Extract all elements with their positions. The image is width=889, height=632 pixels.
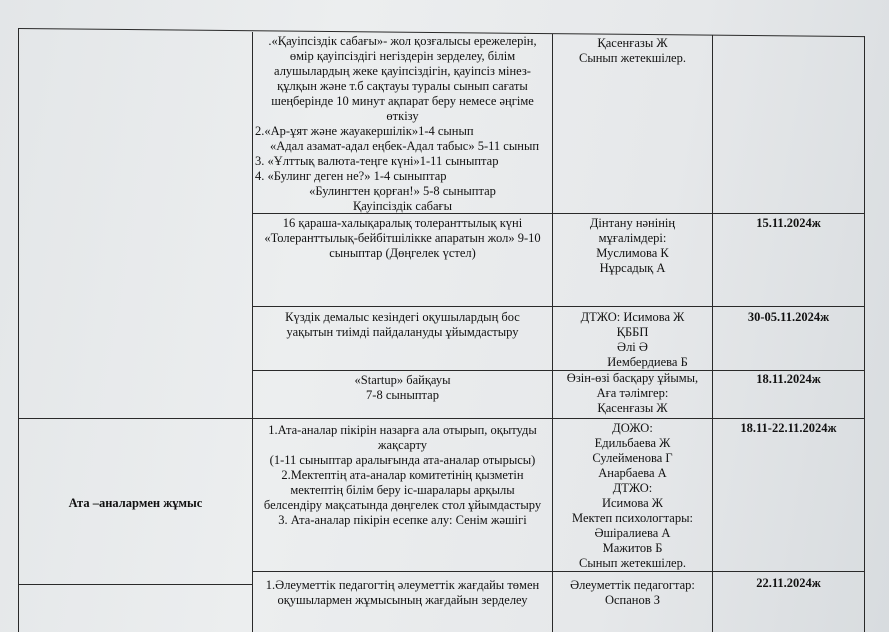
- responsible-line: Едильбаева Ж: [594, 436, 671, 450]
- row-divider-2: [252, 306, 865, 307]
- activity-line: алушылардың жеке қауіпсіздігін, қауіпсіз мінез-: [274, 64, 531, 78]
- responsible-line: ДТЖО:: [612, 481, 653, 495]
- activity-line: 3. «Ұлттық валюта-теңге күні»1-11 сыныптар: [255, 154, 499, 168]
- responsible-line: Исимова Ж: [601, 496, 664, 510]
- responsible-line: Сынып жетекшілер.: [578, 556, 686, 570]
- responsible-line: Оспанов З: [604, 593, 661, 607]
- activity-line: 1.Әлеуметтік педагогтің әлеуметтік жағдайы төмен: [265, 578, 540, 592]
- row-divider-1: [252, 213, 865, 214]
- row-divider-4: [18, 418, 865, 419]
- responsible-line: Қасенғазы Ж: [597, 401, 668, 415]
- activity-line: 7-8 сыныптар: [366, 388, 439, 402]
- responsible-cell-startup: [553, 371, 712, 417]
- activity-cell-parents: [253, 423, 552, 569]
- column-divider-3: [712, 35, 713, 632]
- responsible-line: Аға тәлімгер:: [596, 386, 669, 400]
- responsible-line: Мажитов Б: [602, 541, 663, 555]
- activity-line: Қауіпсіздік сабағы: [352, 199, 453, 213]
- activity-line: сыныптар (Дөңгелек үстел): [329, 246, 476, 260]
- activity-cell-safety: [253, 34, 552, 213]
- date-cell-startup: 18.11.2024ж: [756, 372, 821, 386]
- responsible-line: Анарбаева А: [598, 466, 667, 480]
- responsible-line: ДОЖО:: [612, 421, 653, 435]
- date-cell-social: 22.11.2024ж: [756, 576, 821, 590]
- date-cell-safety: [713, 38, 864, 58]
- activity-line: 2.Мектептің ата-аналар комитетінің қызметін: [281, 468, 524, 482]
- table-border-left: [18, 28, 19, 632]
- responsible-line: Муслимова К: [596, 246, 669, 260]
- responsible-line: Өзін-өзі басқару ұйымы,: [566, 371, 699, 385]
- responsible-line: Дінтану нәнінің: [589, 216, 676, 230]
- activity-line: белсендіру мақсатында дөңгелек стол ұйымдастыру: [263, 498, 542, 512]
- activity-line: .«Қауіпсіздік сабағы»- жол қозғалысы ережелерін,: [268, 34, 537, 48]
- responsible-cell-safety: [553, 36, 712, 96]
- activity-line: Күздік демалыс кезіндегі оқушылардың бос: [285, 310, 520, 324]
- responsible-line: Әлі Ә: [617, 340, 648, 354]
- responsible-line: Мектеп психологтары:: [572, 511, 693, 525]
- responsible-line: Әшіралиева А: [594, 526, 671, 540]
- activity-cell-social: [253, 578, 552, 632]
- responsible-line: Сынып жетекшілер.: [578, 51, 686, 65]
- responsible-line: ДТЖО: Исимова Ж: [580, 310, 685, 324]
- activity-line: «Startup» байқауы: [354, 373, 451, 387]
- activity-line: өткізу: [386, 109, 419, 123]
- date-cell-tolerance: 15.11.2024ж: [756, 216, 821, 230]
- activity-line: оқушылармен жұмысының жағдайын зерделеу: [277, 593, 528, 607]
- activity-line: 16 қараша-халықаралық толеранттылық күні: [282, 216, 523, 230]
- activity-cell-tolerance: [253, 216, 552, 304]
- activity-cell-startup: [253, 373, 552, 417]
- activity-line: (1-11 сыныптар аралығында ата-аналар отырысы): [269, 453, 536, 467]
- activity-line: өмір қауіпсіздігі негіздерін зерделеу, білім: [289, 49, 516, 63]
- activity-line: «Толеранттылық-бейбітшілікке апаратын жол» 9-10: [264, 231, 541, 245]
- responsible-line: Қасенғазы Ж: [597, 36, 668, 50]
- responsible-line: мұғалімдері:: [598, 231, 667, 245]
- responsible-line: Сулейменова Г: [592, 451, 673, 465]
- activity-line: құлқын және т.б сақтауы туралы сынып сағаты: [277, 79, 528, 93]
- responsible-cell-holidays: [553, 310, 712, 370]
- section-title-parents: Ата –аналармен жұмыс: [68, 496, 203, 510]
- row-divider-6: [18, 584, 252, 585]
- activity-line: «Булингтен қорған!» 5-8 сыныптар: [309, 184, 496, 198]
- activity-line: «Адал азамат-адал еңбек-Адал табыс» 5-11 сынып: [269, 139, 540, 153]
- responsible-line: Иембердиева Б: [607, 355, 688, 369]
- responsible-cell-tolerance: [553, 216, 712, 304]
- date-cell-holidays: 30-05.11.2024ж: [747, 310, 830, 324]
- responsible-line: Нұрсадық А: [599, 261, 666, 275]
- row-divider-5: [252, 571, 865, 572]
- responsible-line: Әлеуметтік педагогтар:: [570, 578, 695, 592]
- activity-line: 4. «Булинг деген не?» 1-4 сыныптар: [255, 169, 447, 183]
- date-cell-parents: 18.11-22.11.2024ж: [740, 421, 837, 435]
- responsible-cell-social: [553, 578, 712, 632]
- activity-line: 3. Ата-аналар пікірін есепке алу: Сенім жәшігі: [278, 513, 527, 527]
- activity-line: шеңберінде 10 минут ақпарат беру немесе әңгіме: [271, 94, 534, 108]
- responsible-line: ҚББП: [616, 325, 649, 339]
- activity-line: 1.Ата-аналар пікірін назарға ала отырып, оқытуды: [268, 423, 537, 437]
- activity-line: 2.«Ар-ұят және жауакершілік»1-4 сынып: [255, 124, 474, 138]
- responsible-cell-parents: [553, 421, 712, 571]
- activity-line: мектептің білім беру іс-шаралары арқылы: [290, 483, 515, 497]
- activity-line: жақсарту: [377, 438, 428, 452]
- table-border-right: [864, 36, 865, 632]
- activity-cell-holidays: [253, 310, 552, 368]
- activity-line: уақытын тиімді пайдалануды ұйымдастыру: [286, 325, 519, 339]
